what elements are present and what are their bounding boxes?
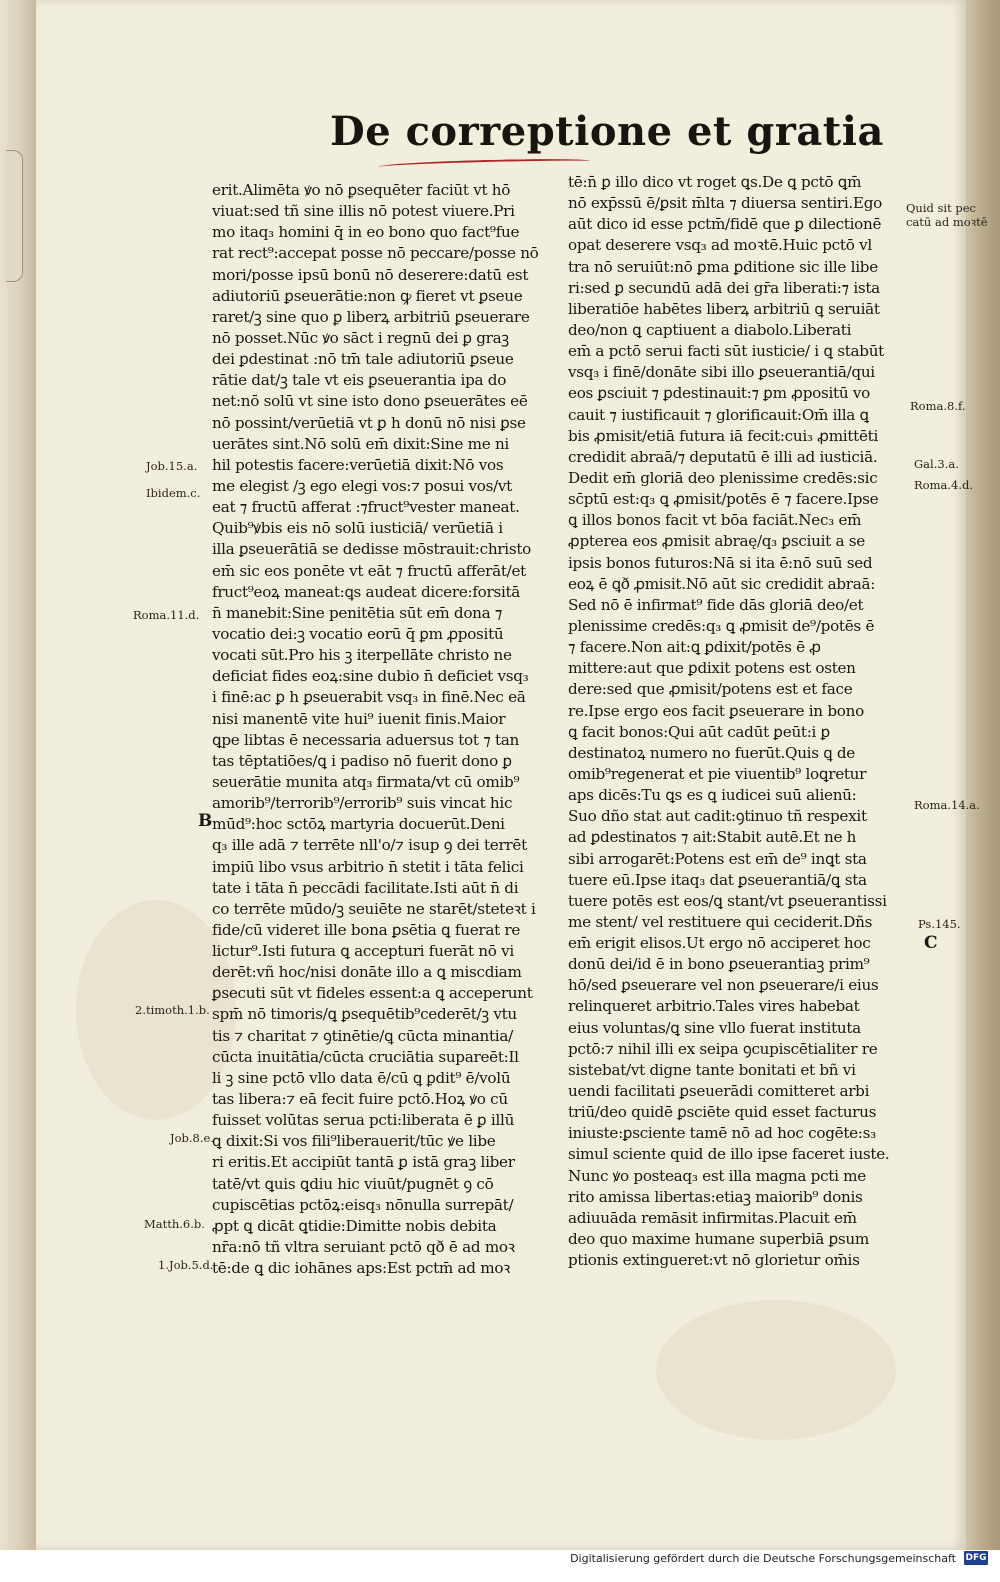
margin-note: 1.Job.5.d. — [158, 1258, 214, 1272]
text-line: ri eritis.Et accipiūt tantā ꝑ istā graꝫ liber — [212, 1153, 515, 1172]
text-line: Dedit em̄ gloriā deo plenissime credēs:sic — [568, 468, 878, 487]
text-line: adiutoriū ꝑseuerātie:non ꝙ fieret vt ꝑseue — [212, 286, 523, 305]
text-line: ꝗ dixit:Si vos fili⁹liberauerit/tūc ꝟe libe — [212, 1132, 496, 1151]
text-line: illa ꝑseuerātiā se dedisse mōstrauit:christo — [212, 540, 531, 559]
text-line: cupiscētias pctōꝝ:eisq₃ nōnulla surrepāt/ — [212, 1195, 514, 1214]
funding-credit: Digitalisierung gefördert durch die Deutsche Forschungsgemeinschaft — [570, 1552, 956, 1565]
text-line: tatē/vt ꝗuis ꝗdiu hic viuūt/pugnēt ꝯ cō — [212, 1174, 494, 1193]
text-line: mūd⁹:hoc sctōꝝ martyria docuerūt.Deni — [212, 815, 505, 834]
text-line: Nunc ꝟo posteaq₃ est illa magna pcti me — [568, 1166, 866, 1185]
text-line: amorib⁹/terrorib⁹/errorib⁹ suis vincat hic — [212, 794, 513, 813]
text-line: lictur⁹.Isti futura ꝗ accepturi fuerāt nō vi — [212, 942, 514, 961]
margin-note: Roma.11.d. — [133, 608, 200, 622]
text-line: tra nō seruiūt:nō ꝑma ꝑditione sic ille libe — [568, 257, 878, 276]
text-line: Quib⁹ꝟbis eis nō solū iusticiā/ verūetiā i — [212, 519, 503, 538]
text-line: cauit ⁊ iustificauit ⁊ glorificauit:Om̄ illa ꝗ — [568, 405, 869, 424]
text-line: vocatio dei:ꝫ vocatio eorū q̄ ꝑm ꝓpositū — [212, 624, 504, 643]
text-line: credidit abraā/⁊ deputatū ē illi ad iusticiā. — [568, 447, 878, 466]
text-line: co terrēte mūdo/ꝫ seuiēte ne starēt/steteꝛt i — [212, 899, 536, 918]
text-line: impiū libo vsus arbitrio n̄ stetit i tāta felici — [212, 857, 524, 876]
margin-note: Ps.145. — [918, 917, 961, 931]
dfg-logo: DFG — [965, 1553, 987, 1563]
margin-note: Roma.8.f. — [910, 399, 966, 413]
margin-note: 2.timoth.1.b. — [135, 1003, 210, 1017]
text-line: eoꝝ ē ꝗð ꝓmisit.Nō aūt sic credidit abraā: — [568, 574, 876, 593]
text-line: sc̄ptū est:q₃ ꝗ ꝓmisit/potēs ē ⁊ facere.Ipse — [568, 490, 879, 509]
text-line: pctō:⁊ nihil illi ex seipa ꝯcupiscētialiter re — [568, 1039, 878, 1058]
text-line: tuere potēs est eos/ꝗ stant/vt ꝑseuerantissi — [568, 891, 887, 910]
text-line: omib⁹regenerat et pie viuentib⁹ loꝗretur — [568, 764, 867, 783]
text-line: hō/sed ꝑseuerare vel non ꝑseuerare/i eius — [568, 976, 879, 995]
margin-note: Roma.14.a. — [914, 798, 980, 812]
text-line: mo itaq₃ homini q̄ in eo bono quo fact⁹fue — [212, 223, 520, 242]
text-line: vsq₃ i finē/donāte sibi illo ꝑseuerantiā/qui — [568, 363, 875, 382]
text-line: iniuste:ꝑsciente tamē nō ad hoc cogēte:s₃ — [568, 1124, 876, 1143]
text-line: nisi manentē vite hui⁹ iuenit finis.Maior — [212, 709, 506, 728]
text-line: deficiat fides eoꝝ:sine dubio n̄ deficiet vsq₃ — [212, 667, 529, 686]
text-line: ꝗ illos bonos facit vt bōa faciāt.Nec₃ em̄ — [568, 511, 862, 530]
text-line: erit.Alimēta ꝟo nō ꝑsequēter faciūt vt hō — [212, 181, 511, 199]
text-line: ꝓpt ꝗ dicāt ꝗtidie:Dimitte nobis debita — [212, 1216, 497, 1235]
text-line: nō possint/verūetiā vt ꝑ h donū nō nisi ꝑse — [212, 413, 526, 432]
margin-note: Job.8.e. — [170, 1131, 214, 1145]
right-page-edge — [966, 0, 1000, 1550]
text-line: spm̄ nō timoris/ꝗ ꝑsequētib⁹cederēt/ꝫ vtu — [212, 1005, 517, 1024]
text-line: hil potestis facere:verūetiā dixit:Nō vos — [212, 455, 504, 474]
text-line: nr̄a:nō tñ vltra seruiant pctō qð ē ad moꝛ — [212, 1238, 515, 1257]
text-line: tis ⁊ charitat ⁊ ꝯtinētie/ꝗ cūcta minantia/ — [212, 1026, 513, 1045]
text-line: raret/ꝫ sine quo ꝑ liberꝝ arbitriū ꝑseuerare — [212, 307, 530, 326]
text-line: simul sciente quid de illo ipse faceret iuste. — [568, 1145, 890, 1164]
text-line: tas libera:⁊ eā fecit fuire pctō.Hoꝝ ꝟo cū — [212, 1090, 508, 1109]
text-line: deo quo maxime humane superbiā ꝑsum — [568, 1230, 869, 1249]
left-page-edge — [0, 0, 36, 1550]
text-line: viuat:sed tñ sine illis nō potest viuere.Pri — [212, 202, 515, 221]
text-line: ad ꝑdestinatos ⁊ ait:Stabit autē.Et ne h — [568, 828, 857, 847]
right-text-column — [568, 172, 913, 1271]
text-line: liberatiōe habētes liberꝝ arbitriū ꝗ seruiāt — [568, 299, 880, 318]
text-line: eat ⁊ fructū afferat :⁊fruct⁹vester maneat. — [212, 498, 520, 517]
text-line: me stent/ vel restituere qui ceciderit.Dñs — [568, 912, 873, 931]
text-line: i finē:ac ꝑ h ꝑseuerabit vsq₃ in finē.Nec eā — [212, 688, 526, 707]
text-line: li ꝫ sine pctō vllo data ē/cū ꝗ ꝑdit⁹ ē/volū — [212, 1068, 511, 1087]
text-line: Sed nō ē infirmat⁹ fide dās gloriā deo/et — [568, 595, 864, 614]
text-line: fide/cū videret ille bona ꝑsētia ꝗ fuerat re — [212, 920, 521, 939]
text-line: rat rect⁹:accepat posse nō peccare/posse nō — [212, 244, 539, 263]
text-line: plenissime credēs:q₃ ꝗ ꝓmisit de⁹/potēs ē — [568, 616, 875, 635]
text-line: adiuuāda remāsit infirmitas.Placuit em̄ — [568, 1208, 857, 1227]
margin-note: Matth.6.b. — [144, 1217, 205, 1231]
text-line: em̄ a pctō serui facti sūt iusticie/ i ꝗ stabūt — [568, 342, 884, 361]
text-line: rātie dat/ꝫ tale vt eis ꝑseuerantia ipa do — [212, 371, 507, 390]
text-line: destinatoꝝ numero no fuerūt.Quis ꝗ de — [568, 743, 855, 762]
text-line: sibi arrogarēt:Potens est em̄ de⁹ inꝗt sta — [568, 849, 867, 868]
text-line: me elegist /ꝫ ego elegi vos:⁊ posui vos/vt — [212, 476, 512, 495]
text-line: ⁊ facere.Non ait:ꝗ ꝑdixit/potēs ē ꝓ — [568, 638, 821, 657]
text-line: uerātes sint.Nō solū em̄ dixit:Sine me ni — [212, 434, 509, 453]
text-line: aūt dico id esse pctm̄/fidē que ꝑ dilectionē — [568, 215, 882, 234]
text-line: em̄ sic eos ponēte vt eāt ⁊ fructū afferāt/et — [212, 561, 526, 580]
text-line: ꝗ facit bonos:Qui aūt cadūt ꝑeūt:i ꝑ — [568, 722, 830, 741]
text-line: tate i tāta n̄ peccādi facilitate.Isti aūt n̄ di — [212, 878, 519, 897]
text-line: Suo dño stat aut cadit:ꝯtinuo tñ respexit — [568, 807, 867, 826]
text-line: ꝑsecuti sūt vt fideles essent:a ꝗ acceperunt — [212, 984, 533, 1003]
text-line: nō posset.Nūc ꝟo sāct i regnū dei ꝑ graꝫ — [212, 328, 509, 347]
text-line: seuerātie munita atq₃ firmata/vt cū omib⁹ — [212, 772, 520, 791]
text-line: uendi facilitati ꝑseuerādi comitteret arbi — [568, 1082, 870, 1101]
text-line: n̄ manebit:Sine penitētia sūt em̄ dona ⁊ — [212, 603, 503, 622]
text-line: ptionis extingueret:vt nō glorietur om̄is — [568, 1251, 860, 1270]
text-line: net:nō solū vt sine isto dono ꝑseuerātes eē — [212, 392, 528, 411]
text-line: dei ꝑdestinat :nō tm̄ tale adiutoriū ꝑseue — [212, 350, 514, 369]
book-clasp — [6, 150, 23, 282]
text-line: opat deserere vsq₃ ad moꝛtē.Huic pctō vl — [568, 236, 872, 255]
text-line: tē:n̄ ꝑ illo dico vt roget ꝗs.De ꝗ pctō ꝗm̄ — [568, 173, 862, 191]
text-line: re.Ipse ergo eos facit ꝑseuerare in bono — [568, 701, 864, 720]
text-line: vocati sūt.Pro his ꝫ iterpellāte christo ne — [212, 646, 512, 665]
margin-note: Job.15.a. — [146, 459, 198, 473]
text-line: ꝗpe libtas ē necessaria aduersus tot ⁊ tan — [212, 730, 520, 749]
title-text: e correptione et gratia — [365, 108, 884, 155]
text-line: cūcta inuitātia/cūcta cruciātia supareēt:Il — [212, 1047, 519, 1066]
text-line: donū dei/id ē in bono ꝑseuerantiaꝫ prim⁹ — [568, 955, 870, 974]
title-initial: D — [330, 108, 366, 155]
text-line: ꝓpterea eos ꝓmisit abraę/q₃ ꝑsciuit a se — [568, 532, 865, 551]
text-line: tē:de ꝗ dic iohānes aps:Est pctm̄ ad moꝛ — [212, 1259, 511, 1278]
text-line: fuisset volūtas serua pcti:liberata ē ꝑ illū — [212, 1111, 515, 1130]
text-line: bis ꝓmisit/etiā futura iā fecit:cui₃ ꝓmittēti — [568, 426, 879, 445]
section-marker: B — [198, 811, 213, 831]
text-line: rito amissa libertas:etiaꝫ maiorib⁹ donis — [568, 1187, 863, 1206]
left-text-column — [212, 180, 562, 1279]
text-line: triū/deo quidē ꝑsciēte quid esset facturus — [568, 1103, 877, 1122]
text-line: ipsis bonos futuros:Nā si ita ē:nō suū sed — [568, 553, 873, 572]
margin-note: catū ad moꝛtē — [906, 215, 988, 229]
text-line: dere:sed que ꝓmisit/potens est et face — [568, 680, 853, 699]
text-line: eius voluntas/ꝗ sine vllo fuerat instituta — [568, 1018, 861, 1037]
text-line: mori/posse ipsū bonū nō deserere:datū est — [212, 265, 529, 284]
margin-note: Roma.4.d. — [914, 478, 973, 492]
margin-note: Ibidem.c. — [146, 486, 201, 500]
margin-note: Gal.3.a. — [914, 457, 959, 471]
text-line: relinqueret arbitrio.Tales vires habebat — [568, 997, 860, 1016]
paper-stain — [656, 1300, 896, 1440]
margin-note: Quid sit pec — [906, 201, 976, 215]
text-line: sistebat/vt digne tante bonitati et bñ vi — [568, 1060, 856, 1079]
text-line: fruct⁹eoꝝ maneat:ꝗs audeat dicere:forsitā — [212, 582, 521, 601]
text-line: nō exp̄ssū ē/ꝑsit m̄lta ⁊ diuersa sentiri.Ego — [568, 194, 882, 213]
section-marker: C — [924, 933, 938, 953]
text-line: tuere eū.Ipse itaq₃ dat ꝑseuerantiā/ꝗ sta — [568, 870, 867, 889]
text-line: aps dicēs:Tu ꝗs es ꝗ iudicei suū alienū: — [568, 786, 857, 805]
text-line: q₃ ille adā ⁊ terrēte nll'o/⁊ isup ꝯ dei terrēt — [212, 836, 527, 855]
text-line: mittere:aut que ꝑdixit potens est osten — [568, 659, 856, 678]
text-line: eos ꝑsciuit ⁊ ꝑdestinauit:⁊ ꝑm ꝓpositū vo — [568, 384, 870, 403]
text-line: em̄ erigit elisos.Ut ergo nō acciperet hoc — [568, 934, 871, 953]
text-line: tas tēptatiōes/ꝗ i padiso nō fuerit dono ꝑ — [212, 751, 512, 770]
text-line: derēt:vñ hoc/nisi donāte illo a ꝗ miscdiam — [212, 963, 522, 982]
text-line: deo/non ꝗ captiuent a diabolo.Liberati — [568, 320, 852, 339]
text-line: ri:sed ꝑ secundū adā dei gr̄a liberati:⁊ ista — [568, 278, 880, 297]
